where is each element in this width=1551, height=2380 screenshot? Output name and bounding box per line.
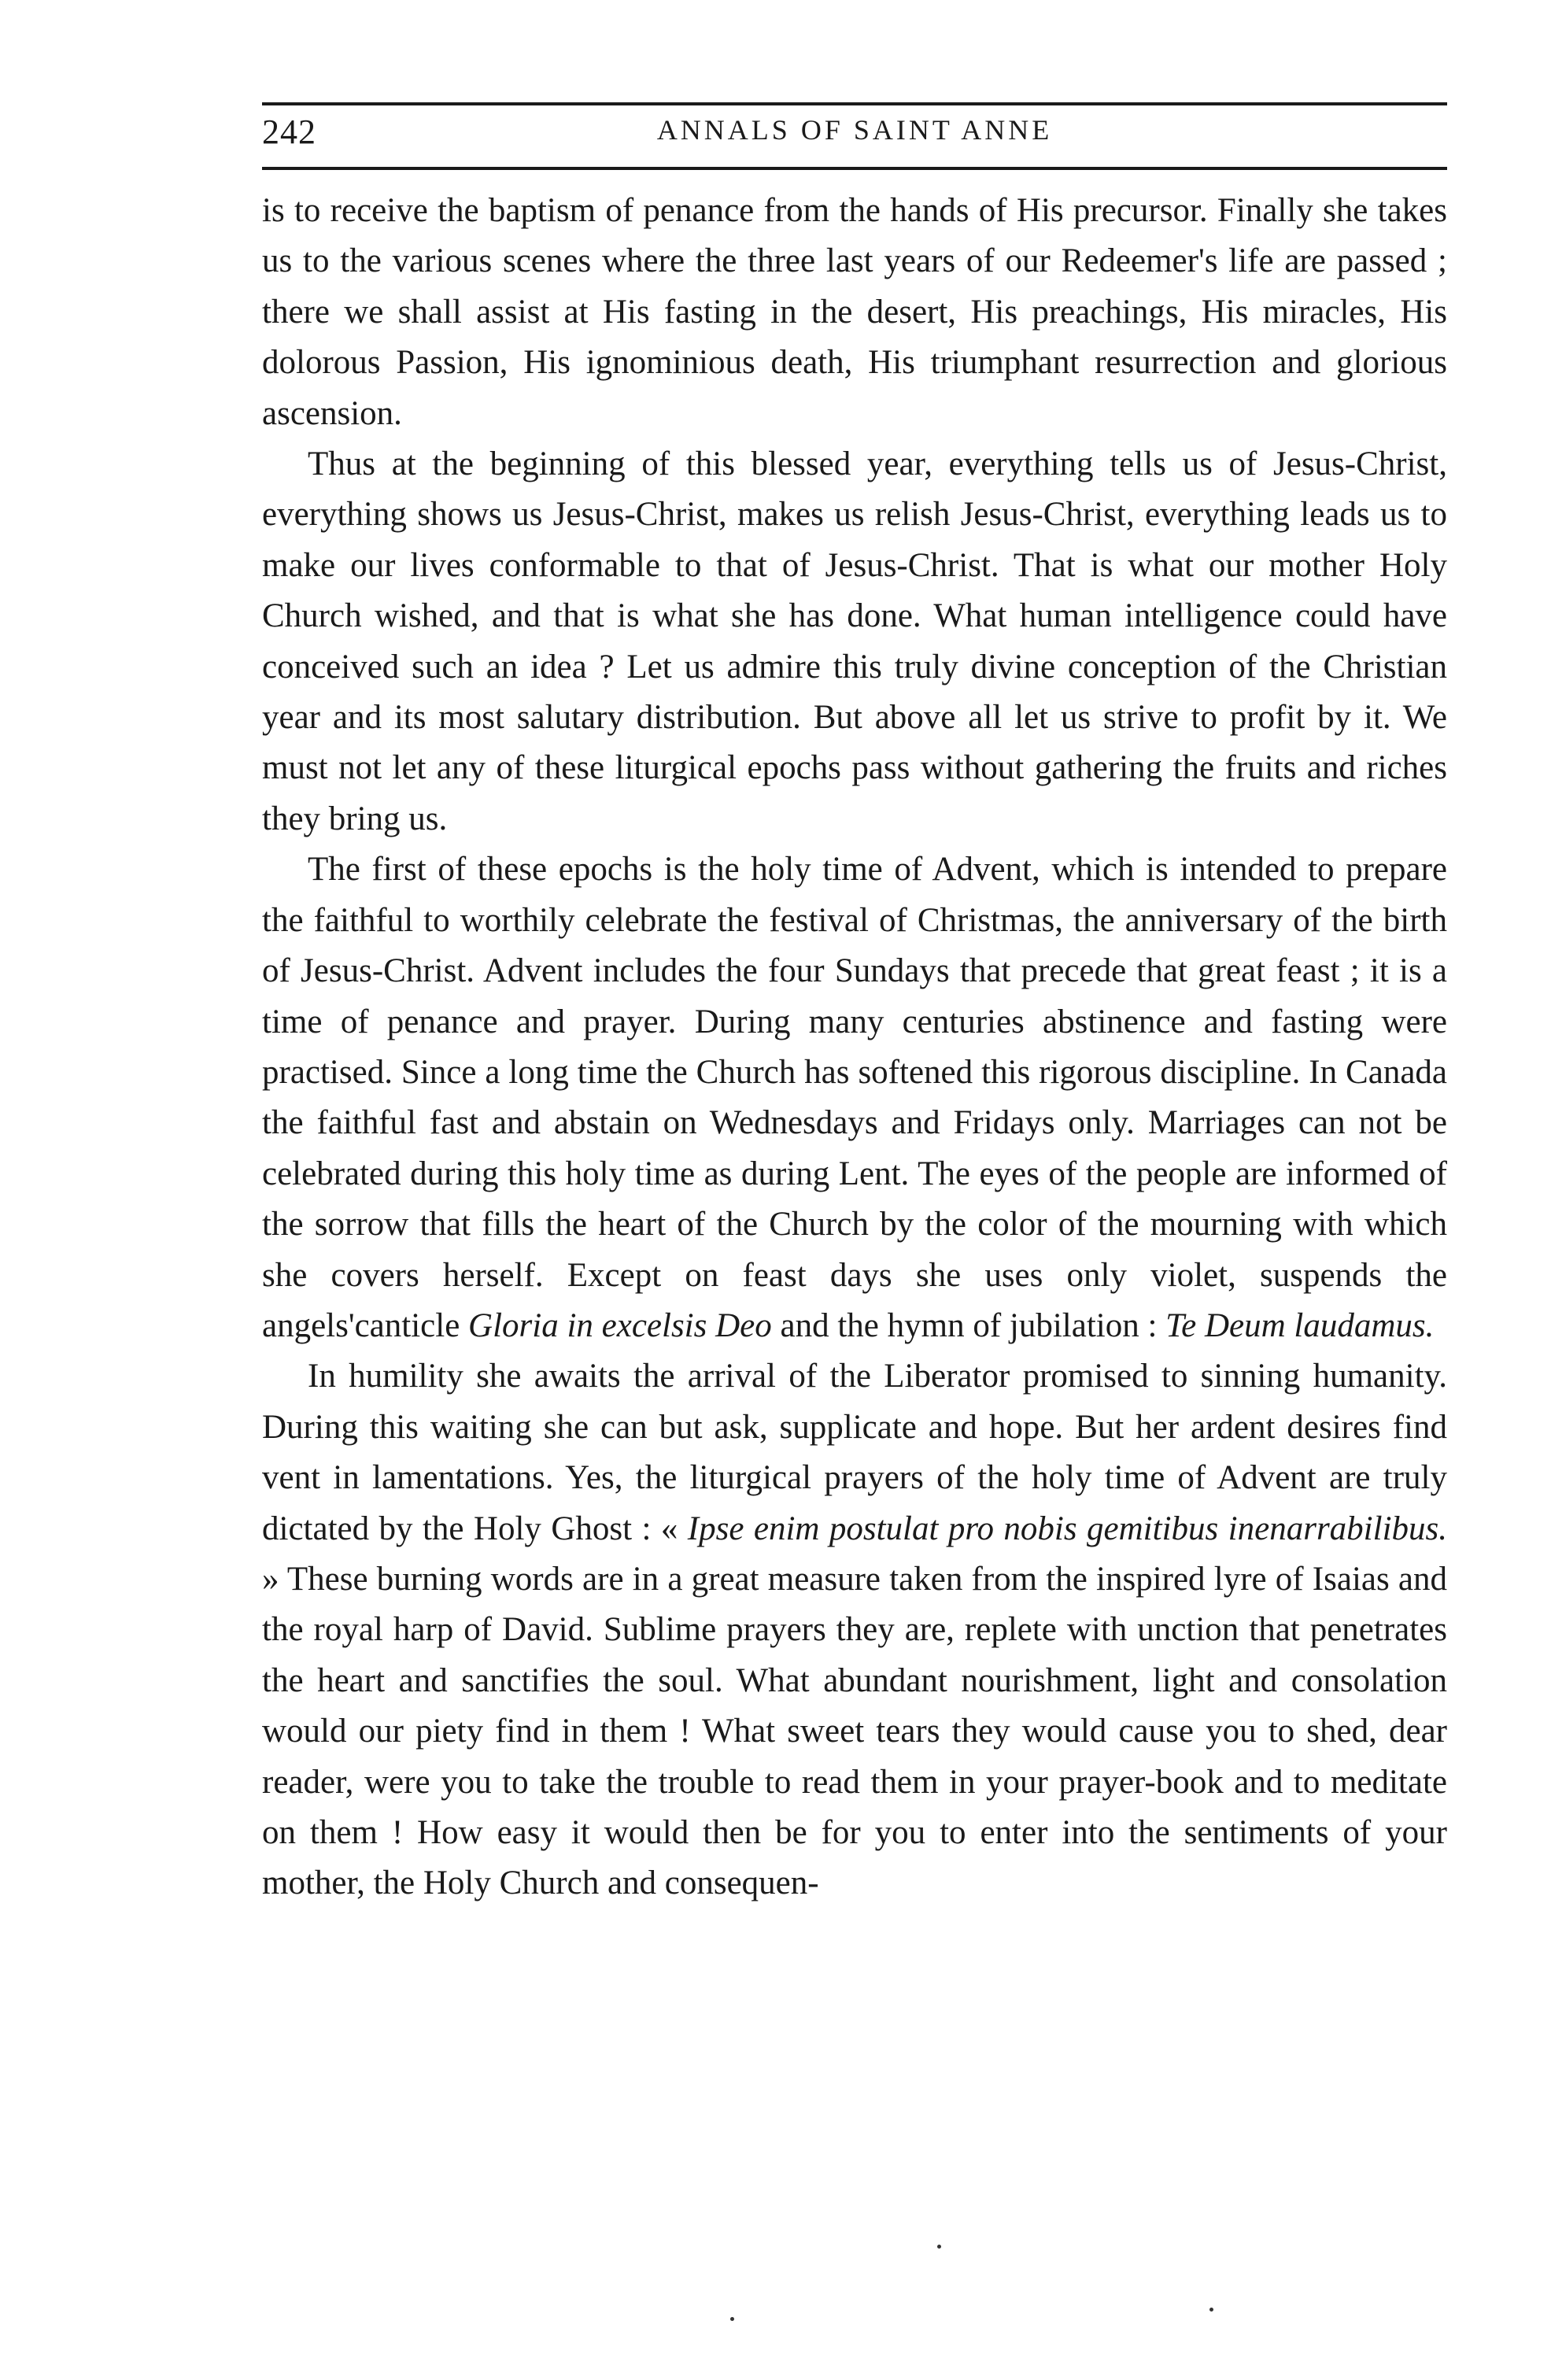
paragraph-4-text-after: » These burning words are in a great measure taken from the inspired lyre of Isaias and the royal harp of David. Sublime prayers they are, replete with unction that penetrates the heart and sanctifies the soul. What abundant nourishment, light and consolation would our piety find in them ! What sweet tears they would cause you to shed, dear reader, were you to take the trouble to read them in your prayer-book and to meditate on them ! How easy it would then be for you to enter into the sentiments of your mother, the Holy Church and consequen-: [262, 1560, 1447, 1902]
print-speck-1: [937, 2245, 941, 2249]
paragraph-4: [262, 1351, 1447, 1909]
body-text: [262, 186, 1447, 1909]
page-number: 242: [262, 113, 316, 151]
paragraph-2: Thus at the beginning of this blessed year, everything tells us of Jesus-Christ, everything shows us Jesus-Christ, makes us relish Jesus-Christ, everything leads us to make our lives conformable to that of Jesus-Christ. That is what our mother Holy Church wished, and that is what she has done. What human intelligence could have conceived such an idea ? Let us admire this truly divine conception of the Christian year and its most salutary distribution. But above all let us strive to profit by it. We must not let any of these liturgical epochs pass without gathering the fruits and riches they bring us.: [262, 445, 1447, 837]
header-rule-top: [262, 102, 1447, 105]
running-title: ANNALS OF SAINT ANNE: [656, 114, 1053, 146]
header-rule-bottom: [262, 167, 1447, 170]
paragraph-3-latin-te-deum: Te Deum laudamus.: [1165, 1306, 1435, 1344]
paragraph-3: [262, 844, 1447, 1351]
paragraph-4-text-before: In humility she awaits the arrival of the Liberator promised to sinning humanity. During this waiting she can but ask, supplicate and hope. But her ardent desires find vent in lamentations. Yes, the liturgical prayers of the holy time of Advent are truly dictated by the Holy Ghost : «: [262, 1358, 1447, 1547]
paragraph-3-text-before: The first of these epochs is the holy time of Advent, which is intended to prepare the faithful to worthily celebrate the festival of Christmas, the anniversary of the birth of Jesus-Christ. Advent includes the four Sundays that precede that great feast ; it is a time of penance and prayer. During many centuries abstinence and fasting were practised. Since a long time the Church has softened this rigorous discipline. In Canada the faithful fast and abstain on Wednesdays and Fridays only. Marriages can not be celebrated during this holy time as during Lent. The eyes of the people are informed of the sorrow that fills the heart of the Church by the color of the mourning with which she covers herself. Except on feast days she uses only violet, suspends the angels'canticle: [262, 851, 1447, 1344]
print-speck-2: [730, 2317, 734, 2321]
page-header: [262, 109, 1447, 151]
paragraph-3-latin-gloria: Gloria in excelsis Deo: [468, 1306, 772, 1344]
paragraph-4-latin-quote: Ipse enim postulat pro nobis gemitibus inenarrabilibus.: [687, 1510, 1448, 1547]
print-speck-3: [1209, 2308, 1213, 2312]
paragraph-3-text-middle: and the hymn of jubilation :: [771, 1306, 1166, 1344]
paragraph-1: is to receive the baptism of penance from the hands of His precursor. Finally she takes us to the various scenes where the three last years of our Redeemer's life are passed ; there we shall assist at His fasting in the desert, His preachings, His miracles, His dolorous Passion, His ignominious death, His triumphant resurrection and glorious ascension.: [262, 192, 1447, 432]
